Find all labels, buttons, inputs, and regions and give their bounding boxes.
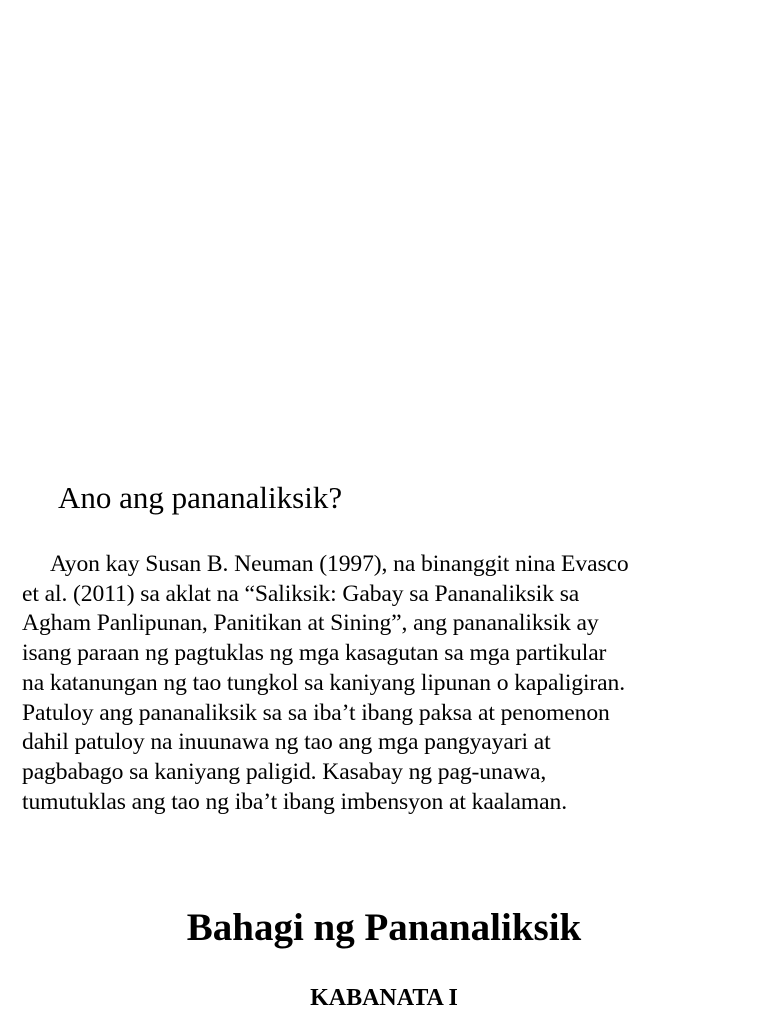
paragraph-line: isang paraan ng pagtuklas ng mga kasagutan sa mga partikular [22,640,607,667]
paragraph-line: et al. (2011) sa aklat na “Saliksik: Gabay sa Pananaliksik sa [22,580,580,607]
paragraph-line: Patuloy ang pananaliksik sa sa iba’t ibang paksa at penomenon [22,699,610,726]
chapter-heading: KABANATA I [310,985,458,1011]
paragraph-line: na katanungan ng tao tungkol sa kaniyang lipunan o kapaligiran. [22,669,626,696]
paragraph-line: tumutuklas ang tao ng iba’t ibang imbensyon at kaalaman. [22,788,568,815]
body-paragraph [22,550,750,817]
question-heading: Ano ang pananaliksik? [58,480,343,515]
paragraph-line: Ayon kay Susan B. Neuman (1997), na binanggit nina Evasco [50,551,629,577]
paragraph-line: Agham Panlipunan, Panitikan at Sining”, ang pananaliksik ay [22,610,599,637]
section-title: Bahagi ng Pananaliksik [186,906,582,949]
paragraph-line: pagbabago sa kaniyang paligid. Kasabay ng pag-unawa, [22,758,547,785]
paragraph-line: dahil patuloy na inuunawa ng tao ang mga pangyayari at [22,729,551,756]
